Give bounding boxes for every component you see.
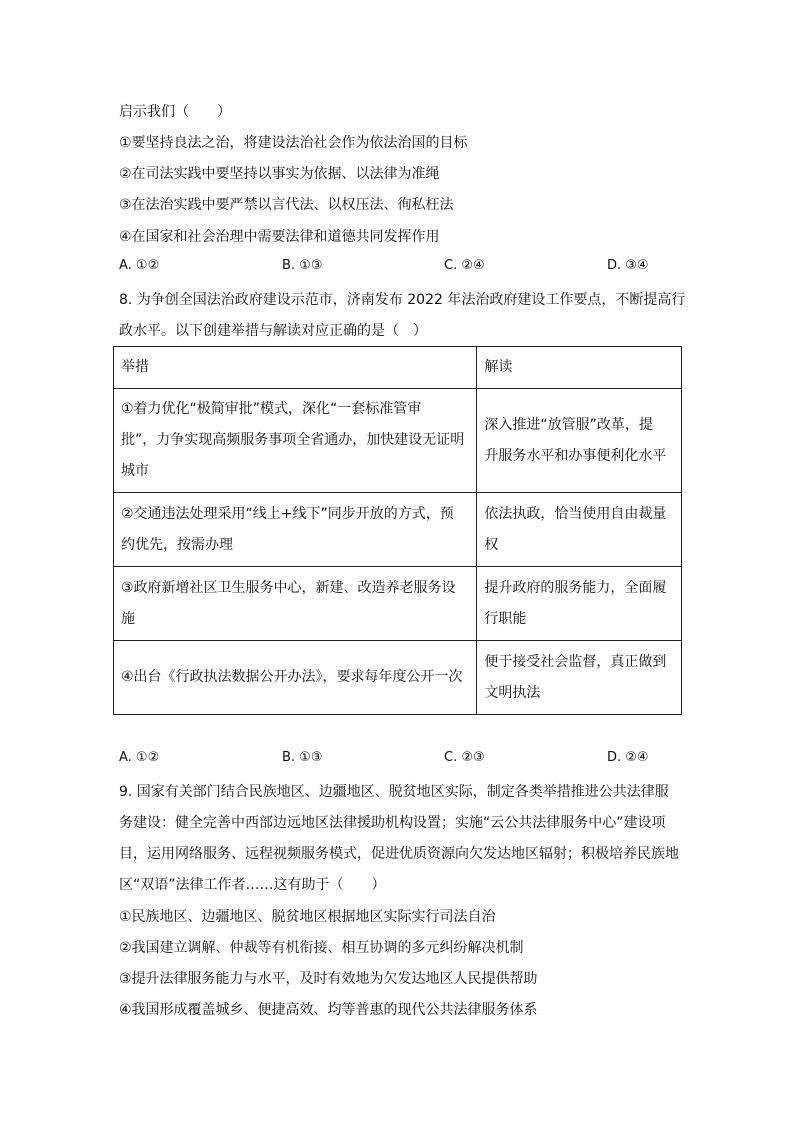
q7-options: [119, 258, 659, 278]
q9-item-4: ④我国形成覆盖城乡、便捷高效、均等普惠的现代公共法律服务体系: [119, 1002, 538, 1018]
q8-option-c: C. ②③: [444, 750, 485, 765]
table-row: [114, 389, 682, 493]
table-row: [114, 493, 682, 567]
row-1-reading-line: 升服务水平和办事便利化水平: [484, 447, 667, 464]
q7-item-4: ④在国家和社会治理中需要法律和道德共同发挥作用: [119, 229, 440, 245]
row-4-measure-line: ④出台《行政执法数据公开办法》，要求每年度公开一次: [121, 669, 463, 685]
q7-option-a: A. ①②: [119, 258, 160, 273]
row-1-measure: [114, 389, 477, 493]
row-3-reading-line: 提升政府的服务能力，全面履: [484, 579, 667, 596]
row-1-reading: [477, 389, 682, 493]
row-1-measure-line: ①着力优化“极简审批”模式，深化“一套标准管审: [121, 401, 422, 417]
q9-stem-line-2: 务建设：健全完善中西部边远地区法律援助机构设置；实施“云公共法律服务中心”建设项: [119, 815, 666, 831]
table-header-reading: 解读: [477, 347, 682, 389]
q9-item-2: ②我国建立调解、仲裁等有机衔接、相互协调的多元纠纷解决机制: [119, 940, 524, 956]
row-1-measure-line: 城市: [121, 463, 149, 479]
q7-option-b: B. ①③: [282, 258, 323, 273]
q8-table: [113, 346, 682, 715]
q8-stem-line-2: 政水平。以下创建举措与解读对应正确的是（ ）: [119, 323, 427, 339]
q8-option-a: A. ①②: [119, 750, 160, 765]
row-1-reading-line: 深入推进“放管服”改革，提: [484, 416, 653, 433]
row-3-measure-line: ③政府新增社区卫生服务中心，新建、改造养老服务设施: [121, 579, 456, 627]
q8-options: [119, 750, 659, 770]
q7-item-3: ③在法治实践中要严禁以言代法、以权压法、徇私枉法: [119, 197, 454, 213]
q8-stem-line-1: 8. 为争创全国法治政府建设示范市，济南发布 2022 年法治政府建设工作要点，不断提高行: [119, 292, 686, 308]
row-2-reading: [477, 493, 682, 567]
q7-option-d: D. ③④: [607, 258, 649, 273]
table-row: [114, 567, 682, 641]
row-4-reading-line: 文明执法: [484, 684, 541, 701]
table-header-row: [114, 347, 682, 389]
q9-stem-line-4: 区“双语”法律工作者……这有助于（ ）: [119, 877, 386, 893]
row-3-measure: [114, 567, 477, 641]
row-3-reading: [477, 567, 682, 641]
q7-item-2: ②在司法实践中要坚持以事实为依据、以法律为准绳: [119, 166, 440, 182]
row-2-measure: [114, 493, 477, 567]
row-2-measure-line: ②交通违法处理采用“线上+线下”同步开放的方式，预: [121, 505, 454, 522]
q9-item-1: ①民族地区、边疆地区、脱贫地区根据地区实际实行司法自治: [119, 909, 496, 925]
q9-item-3: ③提升法律服务能力与水平，及时有效地为欠发达地区人民提供帮助: [119, 971, 538, 987]
row-2-reading-line: 依法执政，恰当使用自由裁量: [484, 505, 667, 522]
q7-item-1: ①要坚持良法之治，将建设法治社会作为依法治国的目标: [119, 135, 468, 151]
table-row: [114, 641, 682, 715]
row-4-reading: [477, 641, 682, 715]
row-2-measure-line: 约优先，按需办理: [121, 536, 233, 553]
row-1-measure-line: 批”，力争实现高频服务事项全省通办，加快建设无证明: [121, 432, 465, 448]
q9-stem-line-1: 9. 国家有关部门结合民族地区、边疆地区、脱贫地区实际，制定各类举措推进公共法律服: [119, 784, 669, 800]
row-4-reading-line: 便于接受社会监督，真正做到: [484, 653, 667, 670]
q7-stem-tail: 启示我们（ ）: [119, 104, 231, 120]
row-3-reading-line: 行职能: [484, 610, 527, 627]
q7-option-c: C. ②④: [444, 258, 485, 273]
q8-option-b: B. ①③: [282, 750, 323, 765]
q9-stem-line-3: 目，运用网络服务、远程视频服务模式，促进优质资源向欠发达地区辐射；积极培养民族地: [119, 846, 679, 862]
row-4-measure: [114, 641, 477, 715]
q8-option-d: D. ②④: [607, 750, 649, 765]
row-2-reading-line: 权: [484, 536, 499, 553]
table-header-measure: 举措: [114, 347, 477, 389]
